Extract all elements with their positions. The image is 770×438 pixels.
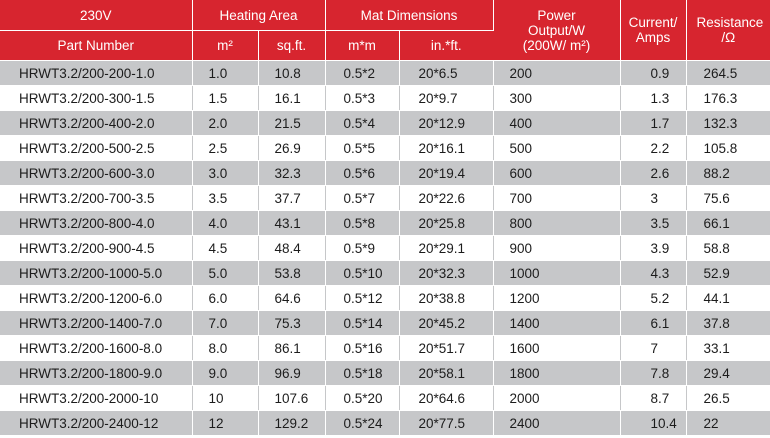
- cell-area-m2: 1.0: [192, 61, 258, 86]
- cell-current: 6.1: [620, 311, 686, 336]
- cell-area-sqft: 96.9: [258, 361, 325, 386]
- cell-area-sqft: 16.1: [258, 86, 325, 111]
- cell-area-m2: 9.0: [192, 361, 258, 386]
- cell-current: 4.3: [620, 261, 686, 286]
- cell-resistance: 105.8: [686, 136, 770, 161]
- cell-area-m2: 10: [192, 386, 258, 411]
- header-power-output: Power Output/W (200W/ m²): [493, 0, 620, 61]
- cell-part: HRWT3.2/200-1600-8.0: [0, 336, 192, 361]
- cell-current: 3.9: [620, 236, 686, 261]
- cell-dim-m: 0.5*9: [325, 236, 399, 261]
- cell-current: 1.3: [620, 86, 686, 111]
- cell-power: 900: [493, 236, 620, 261]
- cell-dim-in: 20*25.8: [399, 211, 493, 236]
- cell-dim-in: 20*29.1: [399, 236, 493, 261]
- table-row: [0, 236, 770, 261]
- cell-power: 600: [493, 161, 620, 186]
- table-row: [0, 186, 770, 211]
- header-in-ft: in.*ft.: [399, 31, 493, 61]
- cell-power: 1000: [493, 261, 620, 286]
- header-sqft: sq.ft.: [258, 31, 325, 61]
- cell-resistance: 88.2: [686, 161, 770, 186]
- cell-area-m2: 2.5: [192, 136, 258, 161]
- header-current: Current/ Amps: [620, 0, 686, 61]
- cell-area-m2: 6.0: [192, 286, 258, 311]
- cell-area-sqft: 64.6: [258, 286, 325, 311]
- cell-area-m2: 4.5: [192, 236, 258, 261]
- cell-resistance: 29.4: [686, 361, 770, 386]
- cell-power: 700: [493, 186, 620, 211]
- cell-part: HRWT3.2/200-1400-7.0: [0, 311, 192, 336]
- header-row-top: [0, 0, 770, 31]
- cell-part: HRWT3.2/200-900-4.5: [0, 236, 192, 261]
- table-row: [0, 311, 770, 336]
- cell-power: 500: [493, 136, 620, 161]
- cell-dim-in: 20*16.1: [399, 136, 493, 161]
- cell-dim-in: 20*58.1: [399, 361, 493, 386]
- cell-area-m2: 12: [192, 411, 258, 436]
- cell-dim-in: 20*32.3: [399, 261, 493, 286]
- table-row: [0, 61, 770, 86]
- cell-power: 400: [493, 111, 620, 136]
- cell-current: 10.4: [620, 411, 686, 436]
- cell-dim-in: 20*45.2: [399, 311, 493, 336]
- cell-power: 800: [493, 211, 620, 236]
- cell-power: 2400: [493, 411, 620, 436]
- table-row: [0, 286, 770, 311]
- cell-area-m2: 1.5: [192, 86, 258, 111]
- cell-current: 3.5: [620, 211, 686, 236]
- cell-area-sqft: 43.1: [258, 211, 325, 236]
- header-voltage: 230V: [0, 0, 192, 31]
- cell-dim-m: 0.5*6: [325, 161, 399, 186]
- cell-area-sqft: 10.8: [258, 61, 325, 86]
- cell-resistance: 176.3: [686, 86, 770, 111]
- cell-area-sqft: 53.8: [258, 261, 325, 286]
- cell-dim-in: 20*19.4: [399, 161, 493, 186]
- cell-part: HRWT3.2/200-300-1.5: [0, 86, 192, 111]
- cell-dim-m: 0.5*7: [325, 186, 399, 211]
- header-part-number: Part Number: [0, 31, 192, 61]
- cell-dim-in: 20*6.5: [399, 61, 493, 86]
- cell-area-sqft: 21.5: [258, 111, 325, 136]
- cell-current: 7.8: [620, 361, 686, 386]
- cell-current: 7: [620, 336, 686, 361]
- cell-area-sqft: 37.7: [258, 186, 325, 211]
- cell-area-sqft: 75.3: [258, 311, 325, 336]
- table-row: [0, 361, 770, 386]
- header-m-m: m*m: [325, 31, 399, 61]
- cell-power: 1200: [493, 286, 620, 311]
- cell-dim-in: 20*9.7: [399, 86, 493, 111]
- cell-area-m2: 3.0: [192, 161, 258, 186]
- cell-area-sqft: 48.4: [258, 236, 325, 261]
- table-row: [0, 261, 770, 286]
- cell-resistance: 58.8: [686, 236, 770, 261]
- cell-dim-m: 0.5*3: [325, 86, 399, 111]
- cell-dim-m: 0.5*4: [325, 111, 399, 136]
- cell-resistance: 26.5: [686, 386, 770, 411]
- header-resistance: Resistance /Ω: [686, 0, 770, 61]
- cell-current: 3: [620, 186, 686, 211]
- cell-resistance: 33.1: [686, 336, 770, 361]
- cell-part: HRWT3.2/200-1200-6.0: [0, 286, 192, 311]
- table-row: [0, 136, 770, 161]
- cell-resistance: 264.5: [686, 61, 770, 86]
- cell-dim-m: 0.5*8: [325, 211, 399, 236]
- cell-dim-in: 20*64.6: [399, 386, 493, 411]
- cell-area-m2: 4.0: [192, 211, 258, 236]
- table-body: [0, 61, 770, 436]
- cell-current: 8.7: [620, 386, 686, 411]
- cell-area-sqft: 86.1: [258, 336, 325, 361]
- cell-power: 2000: [493, 386, 620, 411]
- table-row: [0, 86, 770, 111]
- cell-part: HRWT3.2/200-200-1.0: [0, 61, 192, 86]
- cell-current: 2.6: [620, 161, 686, 186]
- cell-resistance: 37.8: [686, 311, 770, 336]
- cell-part: HRWT3.2/200-2000-10: [0, 386, 192, 411]
- cell-resistance: 52.9: [686, 261, 770, 286]
- cell-area-sqft: 107.6: [258, 386, 325, 411]
- cell-dim-m: 0.5*20: [325, 386, 399, 411]
- table-row: [0, 386, 770, 411]
- table-row: [0, 161, 770, 186]
- cell-dim-m: 0.5*5: [325, 136, 399, 161]
- cell-area-m2: 3.5: [192, 186, 258, 211]
- cell-power: 1400: [493, 311, 620, 336]
- cell-part: HRWT3.2/200-500-2.5: [0, 136, 192, 161]
- cell-dim-m: 0.5*24: [325, 411, 399, 436]
- cell-area-sqft: 26.9: [258, 136, 325, 161]
- cell-part: HRWT3.2/200-600-3.0: [0, 161, 192, 186]
- cell-area-m2: 5.0: [192, 261, 258, 286]
- header-heating-area: Heating Area: [192, 0, 325, 31]
- cell-part: HRWT3.2/200-2400-12: [0, 411, 192, 436]
- table-row: [0, 211, 770, 236]
- cell-resistance: 75.6: [686, 186, 770, 211]
- cell-dim-m: 0.5*2: [325, 61, 399, 86]
- cell-area-sqft: 129.2: [258, 411, 325, 436]
- table-row: [0, 111, 770, 136]
- cell-dim-m: 0.5*16: [325, 336, 399, 361]
- cell-dim-m: 0.5*14: [325, 311, 399, 336]
- cell-area-m2: 7.0: [192, 311, 258, 336]
- cell-dim-in: 20*51.7: [399, 336, 493, 361]
- cell-area-m2: 8.0: [192, 336, 258, 361]
- cell-power: 1800: [493, 361, 620, 386]
- cell-current: 2.2: [620, 136, 686, 161]
- cell-resistance: 22: [686, 411, 770, 436]
- cell-dim-in: 20*77.5: [399, 411, 493, 436]
- header-mat-dimensions: Mat Dimensions: [325, 0, 493, 31]
- cell-current: 1.7: [620, 111, 686, 136]
- cell-power: 300: [493, 86, 620, 111]
- cell-dim-m: 0.5*10: [325, 261, 399, 286]
- cell-part: HRWT3.2/200-800-4.0: [0, 211, 192, 236]
- header-m2: m²: [192, 31, 258, 61]
- cell-dim-m: 0.5*12: [325, 286, 399, 311]
- cell-current: 5.2: [620, 286, 686, 311]
- table-row: [0, 336, 770, 361]
- cell-area-sqft: 32.3: [258, 161, 325, 186]
- table-header: [0, 0, 770, 61]
- cell-resistance: 132.3: [686, 111, 770, 136]
- cell-dim-in: 20*38.8: [399, 286, 493, 311]
- cell-current: 0.9: [620, 61, 686, 86]
- cell-part: HRWT3.2/200-1800-9.0: [0, 361, 192, 386]
- cell-resistance: 66.1: [686, 211, 770, 236]
- cell-part: HRWT3.2/200-1000-5.0: [0, 261, 192, 286]
- cell-dim-m: 0.5*18: [325, 361, 399, 386]
- cell-resistance: 44.1: [686, 286, 770, 311]
- cell-power: 1600: [493, 336, 620, 361]
- cell-part: HRWT3.2/200-700-3.5: [0, 186, 192, 211]
- cell-part: HRWT3.2/200-400-2.0: [0, 111, 192, 136]
- cell-power: 200: [493, 61, 620, 86]
- cell-dim-in: 20*12.9: [399, 111, 493, 136]
- cell-dim-in: 20*22.6: [399, 186, 493, 211]
- table-row: [0, 411, 770, 436]
- cell-area-m2: 2.0: [192, 111, 258, 136]
